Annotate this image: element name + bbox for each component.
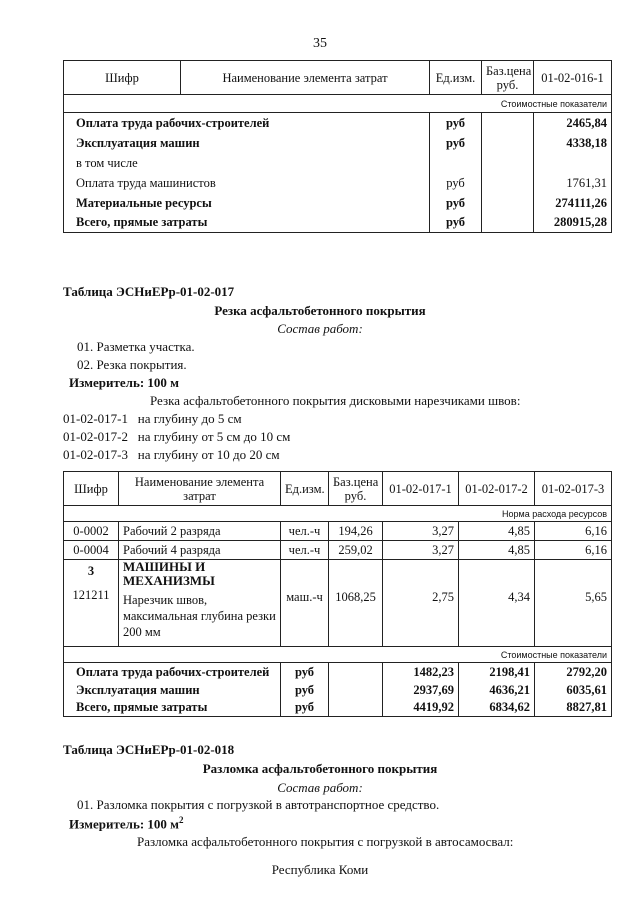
row-v3: 6,16	[535, 541, 612, 560]
subtitle-018: Разломка асфальтобетонного покрытия	[202, 761, 438, 776]
total-price	[329, 681, 383, 699]
item-text: на глубину от 10 до 20 см	[137, 447, 280, 462]
row-name: в том числе	[64, 153, 430, 173]
description: Разломка асфальтобетонного покрытия с погрузкой в автосамосвал:	[137, 834, 514, 849]
row-code: 0-0002	[64, 522, 119, 541]
work-item: 01. Разметка участка.	[77, 339, 195, 354]
item-text: на глубину от 5 см до 10 см	[137, 429, 291, 444]
header-col2: 01-02-017-2	[459, 472, 535, 506]
header-col3: 01-02-017-3	[535, 472, 612, 506]
composition-label: Состав работ:	[277, 321, 363, 336]
header-code: Шифр	[64, 472, 119, 506]
header-col1: 01-02-016-1	[534, 61, 612, 95]
total-unit: руб	[281, 663, 329, 681]
row-value: 4338,18	[534, 133, 612, 153]
row-price	[482, 113, 534, 133]
machine-v2: 4,34	[459, 560, 535, 647]
total-v1: 2937,69	[383, 681, 459, 699]
row-v1: 3,27	[383, 522, 459, 541]
row-code: 0-0004	[64, 541, 119, 560]
header-unit: Ед.изм.	[430, 61, 482, 95]
total-v1: 1482,23	[383, 663, 459, 681]
machine-name: Нарезчик швов, максимальная глубина резки 200 мм	[123, 593, 276, 639]
row-unit: руб	[430, 133, 482, 153]
cost-table-016	[63, 60, 612, 233]
row-name: Всего, прямые затраты	[64, 213, 430, 233]
composition-label: Состав работ:	[277, 780, 363, 795]
row-unit: руб	[430, 193, 482, 213]
machine-cell	[119, 560, 281, 647]
row-price: 194,26	[329, 522, 383, 541]
row-name: Рабочий 4 разряда	[119, 541, 281, 560]
total-unit: руб	[281, 699, 329, 717]
row-v3: 6,16	[535, 522, 612, 541]
table-title-017: Таблица ЭСНиЕРр-01-02-017	[63, 284, 235, 299]
meter-label	[69, 815, 184, 832]
page-number: 35	[313, 36, 327, 51]
total-name: Оплата труда рабочих-строителей	[64, 663, 281, 681]
meter-text: Измеритель: 100 м	[69, 816, 180, 832]
row-v2: 4,85	[459, 541, 535, 560]
row-unit: чел.-ч	[281, 541, 329, 560]
row-value: 1761,31	[534, 173, 612, 193]
item-code: 01-02-017-3	[63, 447, 128, 462]
item-row	[63, 411, 242, 427]
row-v1: 3,27	[383, 541, 459, 560]
total-price	[329, 699, 383, 717]
footer: Республика Коми	[271, 862, 369, 877]
header-name: Наименование элемента затрат	[181, 61, 430, 95]
item-row	[63, 447, 280, 463]
group-code: 3	[87, 564, 95, 578]
row-v2: 4,85	[459, 522, 535, 541]
row-value: 280915,28	[534, 213, 612, 233]
row-unit	[430, 153, 482, 173]
norm-note: Норма расхода ресурсов	[64, 506, 612, 522]
group-cell	[64, 560, 119, 647]
machine-v3: 5,65	[535, 560, 612, 647]
total-v2: 4636,21	[459, 681, 535, 699]
row-name: Материальные ресурсы	[64, 193, 430, 213]
meter-label: Измеритель: 100 м	[69, 375, 180, 390]
row-price	[482, 133, 534, 153]
row-value	[534, 153, 612, 173]
row-value: 274111,26	[534, 193, 612, 213]
total-name: Эксплуатация машин	[64, 681, 281, 699]
group-name: МАШИНЫ И МЕХАНИЗМЫ	[123, 559, 215, 588]
item-text: на глубину до 5 см	[137, 411, 242, 426]
resource-table-017	[63, 471, 612, 717]
row-price	[482, 213, 534, 233]
total-v3: 8827,81	[535, 699, 612, 717]
meter-superscript: 2	[179, 815, 184, 825]
row-value: 2465,84	[534, 113, 612, 133]
row-price	[482, 153, 534, 173]
machine-unit: маш.-ч	[281, 560, 329, 647]
header-unit: Ед.изм.	[281, 472, 329, 506]
total-v2: 6834,62	[459, 699, 535, 717]
total-v2: 2198,41	[459, 663, 535, 681]
total-v1: 4419,92	[383, 699, 459, 717]
work-item: 02. Резка покрытия.	[77, 357, 187, 372]
total-unit: руб	[281, 681, 329, 699]
header-col1: 01-02-017-1	[383, 472, 459, 506]
section-note: Стоимостные показатели	[64, 95, 612, 113]
work-item: 01. Разломка покрытия с погрузкой в автотранспортное средство.	[77, 797, 440, 812]
row-price	[482, 193, 534, 213]
row-name: Эксплуатация машин	[64, 133, 430, 153]
header-code: Шифр	[64, 61, 181, 95]
row-unit: руб	[430, 173, 482, 193]
row-name: Оплата труда рабочих-строителей	[64, 113, 430, 133]
header-base-price: Баз.цена руб.	[482, 61, 534, 95]
table-title-018: Таблица ЭСНиЕРр-01-02-018	[63, 742, 235, 757]
subtitle-017: Резка асфальтобетонного покрытия	[214, 303, 426, 318]
total-price	[329, 663, 383, 681]
machine-price: 1068,25	[329, 560, 383, 647]
description: Резка асфальтобетонного покрытия дисковыми нарезчиками швов:	[150, 393, 521, 408]
machine-code: 121211	[72, 588, 110, 602]
total-v3: 2792,20	[535, 663, 612, 681]
header-name: Наименование элемента затрат	[119, 472, 281, 506]
item-code: 01-02-017-2	[63, 429, 128, 444]
total-v3: 6035,61	[535, 681, 612, 699]
row-name: Оплата труда машинистов	[64, 173, 430, 193]
header-base-price: Баз.цена руб.	[329, 472, 383, 506]
row-unit: чел.-ч	[281, 522, 329, 541]
row-price: 259,02	[329, 541, 383, 560]
machine-v1: 2,75	[383, 560, 459, 647]
row-unit: руб	[430, 213, 482, 233]
item-row	[63, 429, 290, 445]
item-code: 01-02-017-1	[63, 411, 128, 426]
cost-note: Стоимостные показатели	[64, 647, 612, 663]
total-name: Всего, прямые затраты	[64, 699, 281, 717]
row-price	[482, 173, 534, 193]
row-unit: руб	[430, 113, 482, 133]
row-name: Рабочий 2 разряда	[119, 522, 281, 541]
